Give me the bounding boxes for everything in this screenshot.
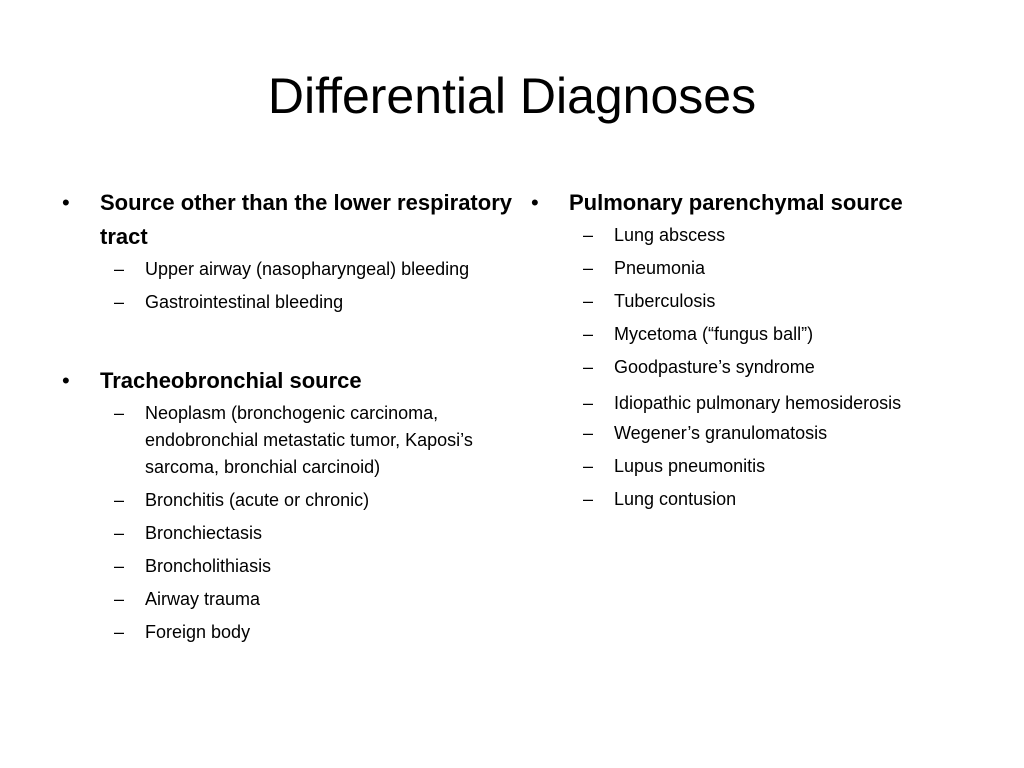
list-item xyxy=(62,520,512,547)
bullet-heading xyxy=(62,186,512,254)
heading-text: Source other than the lower respiratory tract xyxy=(100,190,512,249)
slide-title: Differential Diagnoses xyxy=(267,68,757,124)
item-text: Foreign body xyxy=(145,622,251,642)
list-item xyxy=(531,387,971,420)
dash-marker: – xyxy=(583,357,594,377)
item-text: Idiopathic pulmonary hemosiderosis xyxy=(614,393,902,413)
item-text: Bronchiectasis xyxy=(145,523,263,543)
list-item xyxy=(531,321,971,348)
list-item xyxy=(62,619,512,646)
sub-list xyxy=(62,400,512,646)
item-text: Upper airway (nasopharyngeal) bleeding xyxy=(145,259,470,279)
dash-marker: – xyxy=(583,393,594,413)
list-item xyxy=(531,453,971,480)
right-column xyxy=(531,186,971,535)
list-item xyxy=(62,586,512,613)
list-item xyxy=(62,256,512,283)
item-text: Mycetoma (“fungus ball”) xyxy=(614,324,814,344)
bullet-marker: • xyxy=(62,368,70,393)
item-text: Pneumonia xyxy=(614,258,706,278)
list-item xyxy=(531,255,971,282)
list-item xyxy=(62,400,512,481)
sub-list xyxy=(62,256,512,316)
list-item xyxy=(531,288,971,315)
dash-marker: – xyxy=(583,489,594,509)
left-column xyxy=(62,186,512,668)
dash-marker: – xyxy=(583,225,594,245)
dash-marker: – xyxy=(583,456,594,476)
item-text: Broncholithiasis xyxy=(145,556,272,576)
bullet-heading xyxy=(531,186,971,220)
item-text: Lupus pneumonitis xyxy=(614,456,766,476)
item-text: Goodpasture’s syndrome xyxy=(614,357,815,377)
heading-text: Pulmonary parenchymal source xyxy=(569,190,903,215)
item-text: Tuberculosis xyxy=(614,291,716,311)
dash-marker: – xyxy=(114,523,125,543)
dash-marker: – xyxy=(114,403,125,423)
bullet-heading xyxy=(62,364,512,398)
section-other-source xyxy=(62,186,512,316)
dash-marker: – xyxy=(114,259,125,279)
dash-marker: – xyxy=(114,292,125,312)
dash-marker: – xyxy=(114,589,125,609)
dash-marker: – xyxy=(114,622,125,642)
section-tracheobronchial xyxy=(62,364,512,646)
item-text: Neoplasm (bronchogenic carcinoma, endobronchial metastatic tumor, Kaposi’s sarcoma, bronchial carcinoid) xyxy=(145,403,473,477)
bullet-marker: • xyxy=(531,190,539,215)
item-text: Gastrointestinal bleeding xyxy=(145,292,344,312)
list-item xyxy=(531,222,971,249)
bullet-marker: • xyxy=(62,190,70,215)
heading-text: Tracheobronchial source xyxy=(100,368,362,393)
item-text: Wegener’s granulomatosis xyxy=(614,423,828,443)
list-item xyxy=(62,487,512,514)
list-item xyxy=(62,289,512,316)
list-item xyxy=(531,354,971,381)
list-item xyxy=(62,553,512,580)
section-pulmonary xyxy=(531,186,971,513)
dash-marker: – xyxy=(583,423,594,443)
dash-marker: – xyxy=(583,291,594,311)
list-item xyxy=(531,420,971,447)
dash-marker: – xyxy=(114,490,125,510)
dash-marker: – xyxy=(114,556,125,576)
dash-marker: – xyxy=(583,324,594,344)
item-text: Bronchitis (acute or chronic) xyxy=(145,490,370,510)
item-text: Airway trauma xyxy=(145,589,261,609)
list-item xyxy=(531,486,971,513)
item-text: Lung abscess xyxy=(614,225,726,245)
dash-marker: – xyxy=(583,258,594,278)
sub-list xyxy=(531,222,971,513)
item-text: Lung contusion xyxy=(614,489,737,509)
